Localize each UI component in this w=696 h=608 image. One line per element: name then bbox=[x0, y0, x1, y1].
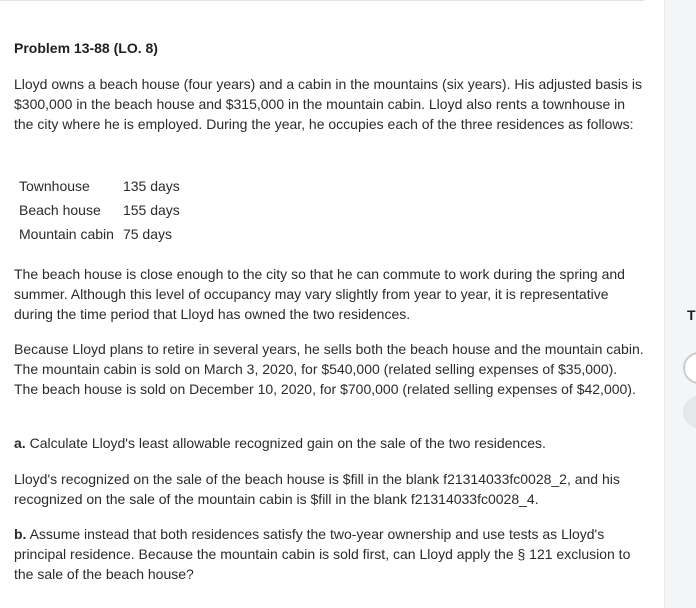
residence-days: 75 days bbox=[122, 226, 172, 242]
part-b-text: Assume instead that both residences satisfy the two-year ownership and use tests as Lloyd's principal residence. Because the mountain cabin is sold first, can Lloyd apply the § 121 exclusion to the sale of the beach house? bbox=[14, 526, 631, 582]
answer-paragraph: Lloyd's recognized on the sale of the beach house is $fill in the blank f21314033fc0028_2, and his recognized on the sale of the mountain cabin is $fill in the blank f21314033fc0028_4. bbox=[14, 471, 620, 507]
radio-option-icon[interactable] bbox=[683, 396, 696, 428]
part-b-label: b. bbox=[14, 526, 27, 542]
residence-name: Beach house bbox=[19, 202, 101, 218]
intro-paragraph: Lloyd owns a beach house (four years) and a cabin in the mountains (six years). His adjusted basis is $300,000 in the beach house and $315,000 in the mountain cabin. Lloyd also rents a townhouse in the city where he is employed. During the year, he occupies each of the three residences as follows: bbox=[14, 76, 642, 132]
residence-name: Townhouse bbox=[19, 178, 90, 194]
residence-occupancy-table bbox=[14, 174, 185, 246]
radio-option-icon[interactable] bbox=[683, 352, 696, 384]
table-row bbox=[14, 198, 185, 222]
residence-days: 155 days bbox=[122, 202, 180, 218]
part-a-question bbox=[14, 433, 644, 453]
retire-paragraph: Because Lloyd plans to retire in several years, he sells both the beach house and the mountain cabin. The mountain cabin is sold on March 3, 2020, for $540,000 (related selling expenses of $35,000). The beach house is sold on December 10, 2020, for $700,000 (related selling expenses of $42,000). bbox=[14, 341, 644, 397]
side-panel-letter: T bbox=[687, 307, 696, 323]
side-panel bbox=[664, 0, 696, 608]
part-b-question bbox=[14, 524, 644, 584]
table-row bbox=[14, 222, 185, 246]
part-a-label: a. bbox=[14, 435, 26, 451]
problem-title: Problem 13-88 (LO. 8) bbox=[14, 40, 158, 56]
residence-name: Mountain cabin bbox=[19, 226, 114, 242]
table-row bbox=[14, 174, 185, 198]
top-divider bbox=[0, 0, 644, 1]
part-a-text: Calculate Lloyd's least allowable recognized gain on the sale of the two residences. bbox=[25, 435, 546, 451]
commute-paragraph: The beach house is close enough to the city so that he can commute to work during the spring and summer. Although this level of occupancy may vary slightly from year to year, it is representative during the time period that Lloyd has owned the two residences. bbox=[14, 266, 625, 322]
residence-days: 135 days bbox=[122, 178, 180, 194]
